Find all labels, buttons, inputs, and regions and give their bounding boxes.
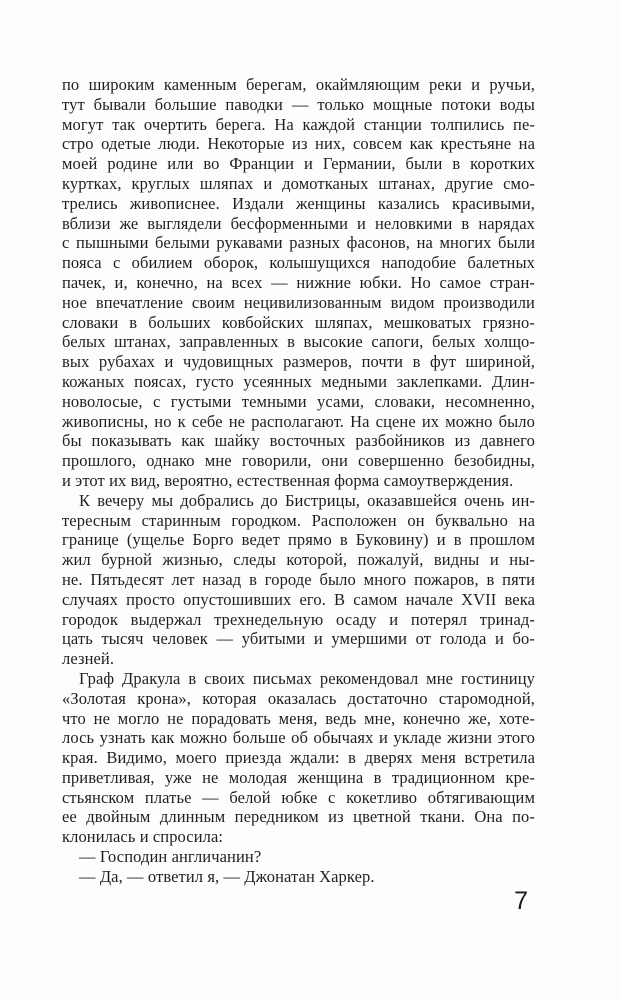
text-line: пачек, и, конечно, на всех — нижние юбки. Но самое стран- [62,272,535,292]
text-line: живописны, но к себе не располагают. На сцене их можно было [62,411,535,431]
text-line: не. Пятьдесят лет назад в городе было много пожаров, в пяти [62,569,535,589]
text-line: Граф Дракула в своих письмах рекомендовал мне гостиницу [79,668,535,688]
text-line: куртках, круглых шляпах и домотканых штанах, другие смо- [62,173,535,193]
text-line: стьянском платье — белой юбке с кокетливо обтягивающим [62,787,535,807]
text-line: — Да, — ответил я, — Джонатан Харкер. [79,866,375,886]
paragraph [62,75,535,491]
text-line: случаях просто опустошивших его. В самом начале XVII века [62,589,535,609]
text-line: стро одетые люди. Некоторые из них, совсем как крестьяне на [62,134,535,154]
text-line: тут бывали большие паводки — только мощные потоки воды [62,94,535,114]
text-line: лезней. [62,649,115,669]
text-line: бы показывать как шайку восточных разбойников из давнего [62,431,535,451]
text-line: края. Видимо, моего приезда ждали: в дверях меня встретила [62,748,535,768]
text-line: вблизи же выглядели бесформенными и неловкими в нарядах [62,213,535,233]
paragraph [62,491,535,669]
text-line: новолосые, с густыми темными усами, словаки, несомненно, [62,391,535,411]
text-line: словаки в больших ковбойских шляпах, мешковатых грязно- [62,312,535,332]
text-line: белых штанах, заправленных в высокие сапоги, белых холщо- [62,332,535,352]
text-line: ее двойным длинным передником из цветной ткани. Она по- [62,807,535,827]
text-line: клонилась и спросила: [62,827,224,847]
text-line: цать тысяч человек — убитыми и умершими от голода и бо- [62,629,535,649]
text-line: пояса с обилием оборок, колышущихся наподобие балетных [62,253,535,273]
text-line: тересным старинным городком. Расположен он буквально на [62,510,535,530]
text-line: лось узнать как можно больше об обычаях и укладе жизни этого [62,728,535,748]
paragraph [62,867,535,887]
text-line: приветливая, уже не молодая женщина в традиционном кре- [62,767,535,787]
page-text-block [62,75,535,887]
page-number: 7 [514,887,528,915]
text-line: по широким каменным берегам, окаймляющим реки и ручьи, [62,75,535,94]
text-line: моей родине или во Франции и Германии, были в коротких [62,154,535,174]
text-line: и этот их вид, вероятно, естественная форма самоутверждения. [62,470,514,490]
text-line: могут так очертить берега. На каждой станции толпились пе- [62,114,535,134]
text-line: — Господин англичанин? [79,847,262,867]
text-line: «Золотая крона», которая оказалась достаточно старомодной, [62,688,535,708]
text-line: границе (ущелье Борго ведет прямо в Буковину) и в прошлом [62,530,535,550]
text-line: К вечеру мы добрались до Бистрицы, оказавшейся очень ин- [79,490,535,510]
paragraph [62,669,535,847]
text-line: ное впечатление своим нецивилизованным видом производили [62,292,535,312]
paragraph [62,847,535,867]
text-line: жил бурной жизнью, следы которой, пожалуй, видны и ны- [62,550,535,570]
text-line: что не могло не порадовать меня, ведь мне, конечно же, хоте- [62,708,535,728]
text-line: с пышными белыми рукавами разных фасонов, на многих были [62,233,535,253]
text-line: кожаных поясах, густо усеянных медными заклепками. Длин- [62,371,535,391]
text-line: прошлого, однако мне говорили, они совершенно безобидны, [62,451,535,471]
text-line: вых рубахах и чудовищных размеров, почти в фут шириной, [62,352,535,372]
text-line: городок выдержал трехнедельную осаду и потерял тринад- [62,609,535,629]
text-line: трелись живописнее. Издали женщины казались красивыми, [62,193,535,213]
